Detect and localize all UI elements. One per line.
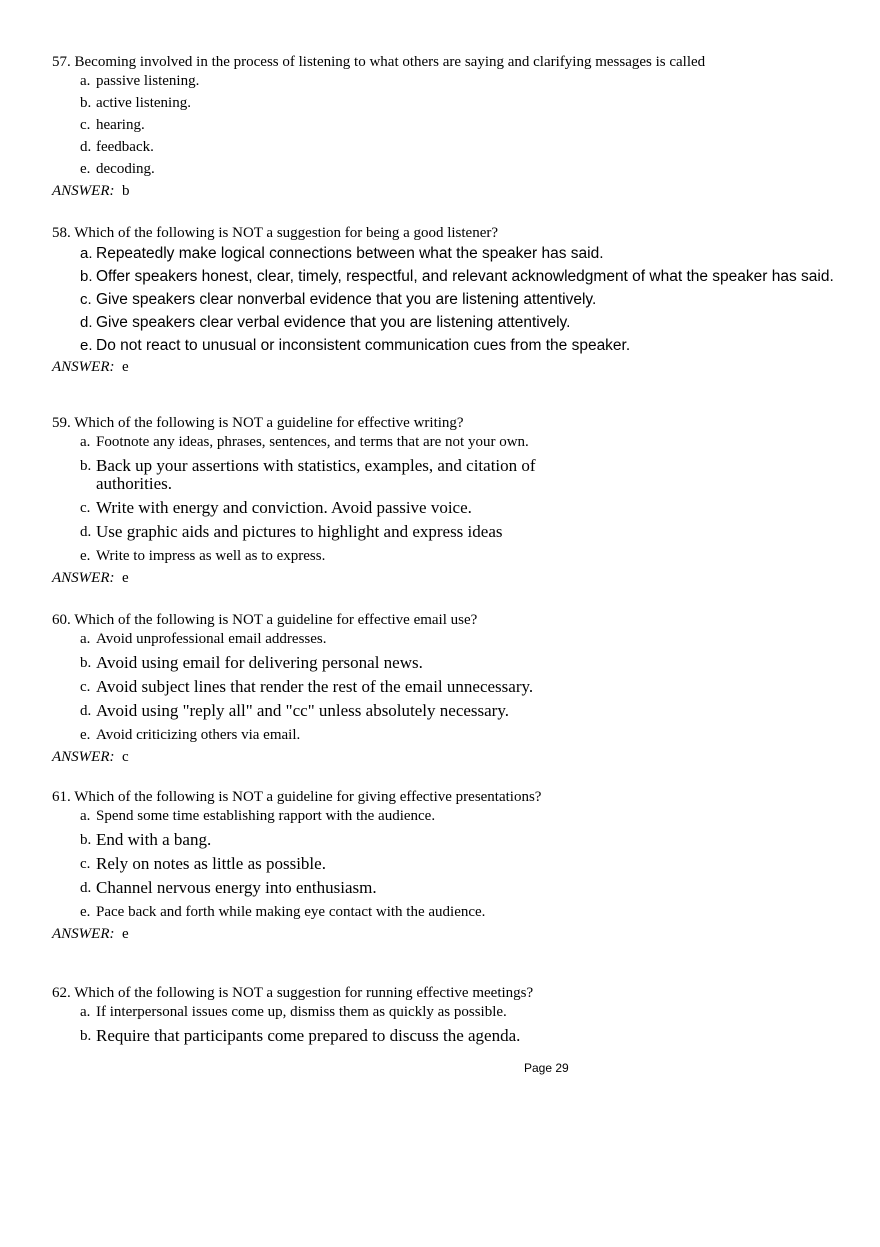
option-letter: d.: [80, 703, 92, 719]
option-c: [52, 499, 842, 517]
answer-line: [52, 181, 842, 201]
question-62: [52, 983, 842, 1045]
option-b: [52, 1027, 842, 1045]
option-text: Do not react to unusual or inconsistent communication cues from the speaker.: [96, 337, 631, 354]
option-list: [52, 630, 842, 744]
option-text: Rely on notes as little as possible.: [96, 854, 326, 873]
option-letter: c.: [80, 679, 91, 695]
option-list: [52, 72, 842, 178]
option-letter: c.: [80, 856, 91, 872]
option-e: [52, 337, 842, 354]
option-letter: a.: [80, 73, 91, 89]
option-letter: a.: [80, 631, 91, 647]
question-stem: 62. Which of the following is NOT a suggestion for running effective meetings?: [52, 985, 534, 1001]
answer-line: [52, 747, 842, 767]
option-letter: b.: [80, 1028, 92, 1044]
option-list: [52, 807, 842, 921]
option-text: hearing.: [96, 117, 145, 133]
answer-label: ANSWER:: [52, 359, 115, 375]
option-text: Require that participants come prepared to discuss the agenda.: [96, 1026, 521, 1045]
option-e: [52, 726, 842, 744]
question-61: [52, 787, 842, 944]
option-letter: a.: [80, 434, 91, 450]
option-letter: c.: [80, 291, 92, 308]
option-text: Use graphic aids and pictures to highlight and express ideas: [96, 522, 503, 541]
answer-value: b: [121, 183, 130, 199]
answer-value: e: [121, 926, 129, 942]
option-text: Spend some time establishing rapport with the audience.: [96, 808, 436, 824]
answer-line: [52, 357, 842, 377]
option-b: [52, 457, 556, 493]
answer-label: ANSWER:: [52, 926, 115, 942]
option-text: Give speakers clear verbal evidence that you are listening attentively.: [96, 314, 571, 331]
option-letter: e.: [80, 337, 93, 354]
option-c: [52, 291, 842, 308]
option-letter: b.: [80, 832, 92, 848]
answer-label: ANSWER:: [52, 749, 115, 765]
option-list: [52, 245, 842, 354]
option-e: [52, 547, 842, 565]
option-letter: a.: [80, 808, 91, 824]
option-letter: b.: [80, 268, 93, 285]
option-list: [52, 433, 842, 565]
answer-line: [52, 924, 842, 944]
page-number: Page 29: [524, 1061, 569, 1075]
option-text: Avoid unprofessional email addresses.: [96, 631, 327, 647]
option-text: active listening.: [96, 95, 191, 111]
option-letter: e.: [80, 548, 91, 564]
option-letter: c.: [80, 500, 91, 516]
option-letter: a.: [80, 1004, 91, 1020]
question-stem: 61. Which of the following is NOT a guideline for giving effective presentations?: [52, 789, 542, 805]
option-text: Write with energy and conviction. Avoid passive voice.: [96, 498, 472, 517]
option-text: If interpersonal issues come up, dismiss them as quickly as possible.: [96, 1004, 507, 1020]
question-stem: 60. Which of the following is NOT a guideline for effective email use?: [52, 612, 478, 628]
question-stem: 58. Which of the following is NOT a suggestion for being a good listener?: [52, 225, 499, 241]
option-text: feedback.: [96, 139, 154, 155]
option-text: Footnote any ideas, phrases, sentences, and terms that are not your own.: [96, 434, 529, 450]
option-text: Avoid criticizing others via email.: [96, 727, 301, 743]
option-text: Write to impress as well as to express.: [96, 548, 326, 564]
option-a: [52, 245, 842, 262]
option-b: [52, 831, 842, 849]
option-d: [52, 314, 842, 331]
option-a: [52, 630, 842, 648]
option-a: [52, 72, 842, 90]
option-letter: e.: [80, 727, 91, 743]
question-60: [52, 610, 842, 767]
question-stem: 59. Which of the following is NOT a guideline for effective writing?: [52, 415, 464, 431]
option-text: Give speakers clear nonverbal evidence that you are listening attentively.: [96, 291, 597, 308]
option-a: [52, 433, 842, 451]
option-text: passive listening.: [96, 73, 200, 89]
option-letter: d.: [80, 314, 93, 331]
option-list: [52, 1003, 842, 1045]
option-text: End with a bang.: [96, 830, 212, 849]
option-d: [52, 523, 842, 541]
option-text: Back up your assertions with statistics, examples, and citation of authorities.: [96, 456, 536, 493]
option-b: [52, 94, 842, 112]
option-e: [52, 160, 842, 178]
option-text: Offer speakers honest, clear, timely, respectful, and relevant acknowledgment of what the speaker has said.: [96, 268, 834, 285]
question-57: [52, 52, 842, 201]
option-text: Avoid using "reply all" and "cc" unless absolutely necessary.: [96, 701, 509, 720]
option-c: [52, 678, 842, 696]
answer-line: [52, 568, 842, 588]
option-letter: c.: [80, 117, 91, 133]
option-c: [52, 116, 842, 134]
option-c: [52, 855, 842, 873]
option-b: [52, 654, 842, 672]
option-text: Repeatedly make logical connections between what the speaker has said.: [96, 245, 604, 262]
question-stem: 57. Becoming involved in the process of listening to what others are saying and clarifying messages is called: [52, 54, 706, 70]
option-e: [52, 903, 496, 921]
option-d: [52, 702, 842, 720]
option-text: decoding.: [96, 161, 155, 177]
option-d: [52, 138, 842, 156]
option-text: Avoid subject lines that render the rest of the email unnecessary.: [96, 677, 534, 696]
option-a: [52, 1003, 842, 1021]
option-letter: d.: [80, 524, 92, 540]
option-text: Pace back and forth while making eye contact with the audience.: [96, 904, 486, 920]
option-b: [52, 268, 842, 285]
question-58: [52, 223, 842, 377]
option-letter: e.: [80, 904, 91, 920]
option-letter: e.: [80, 161, 91, 177]
option-letter: b.: [80, 458, 92, 474]
option-d: [52, 879, 842, 897]
option-text: Channel nervous energy into enthusiasm.: [96, 878, 377, 897]
answer-value: e: [121, 570, 129, 586]
answer-label: ANSWER:: [52, 570, 115, 586]
option-letter: d.: [80, 139, 92, 155]
answer-label: ANSWER:: [52, 183, 115, 199]
option-letter: b.: [80, 655, 92, 671]
option-a: [52, 807, 842, 825]
option-letter: b.: [80, 95, 92, 111]
question-59: [52, 413, 842, 588]
option-text: Avoid using email for delivering personal news.: [96, 653, 423, 672]
option-letter: d.: [80, 880, 92, 896]
answer-value: e: [121, 359, 129, 375]
option-letter: a.: [80, 245, 93, 262]
answer-value: c: [121, 749, 129, 765]
